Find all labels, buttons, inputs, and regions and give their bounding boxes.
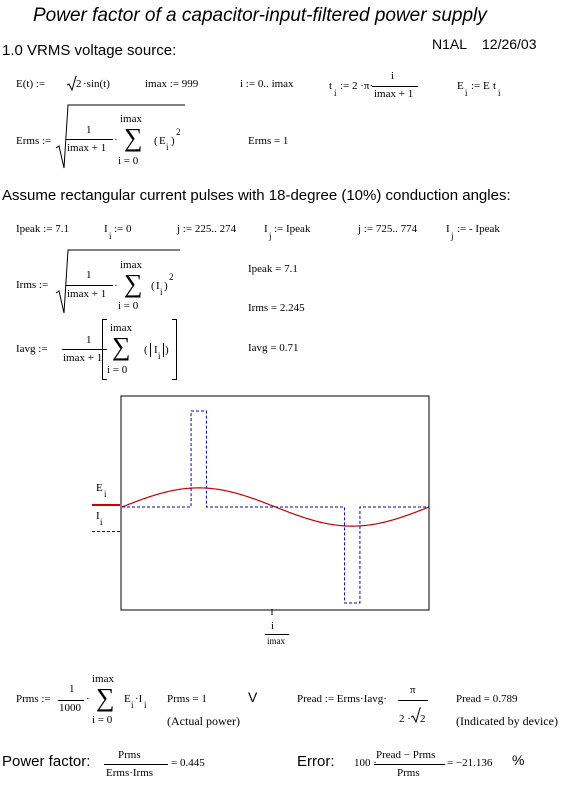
pread-lhs: Pread := Erms·Iavg· bbox=[297, 693, 387, 705]
prms-ei-sub: i bbox=[131, 700, 134, 710]
section-current-pulses: Assume rectangular current pulses with 18-degree (10%) conduction angles: bbox=[2, 187, 511, 204]
prms-lhs: Prms := bbox=[16, 693, 51, 705]
iavg-result: Iavg = 0.71 bbox=[248, 342, 299, 354]
j2-range: j := 725.. 774 bbox=[358, 223, 418, 235]
error-label: Error: bbox=[297, 753, 335, 770]
pread-den-a: 2 · bbox=[399, 713, 411, 725]
irms-frac-den: imax + 1 bbox=[67, 288, 107, 300]
pf-result: = 0.445 bbox=[171, 757, 205, 769]
t-mid: := 2 ·π· bbox=[340, 80, 374, 92]
ei-mid: := E bbox=[471, 80, 490, 92]
error-num: Pread − Prms bbox=[376, 749, 436, 761]
e-def-rhs: ·sin(t) bbox=[83, 78, 110, 90]
erms-square: 2 bbox=[176, 127, 181, 137]
erms-sum-bot: i = 0 bbox=[118, 155, 139, 167]
ij-minus-sub: j bbox=[451, 231, 454, 241]
erms-rparen: ) bbox=[171, 135, 175, 147]
ipeak-def: Ipeak := 7.1 bbox=[16, 223, 69, 235]
y-label-e: E bbox=[96, 482, 103, 494]
t-lhs: t bbox=[329, 80, 333, 92]
erms-result: Erms = 1 bbox=[248, 135, 289, 147]
error-frac-bar bbox=[374, 764, 445, 765]
i-range: i := 0.. imax bbox=[240, 78, 294, 90]
e-def-two: 2 bbox=[76, 78, 82, 90]
irms-square: 2 bbox=[169, 272, 174, 282]
ei-sub: i bbox=[465, 88, 468, 98]
erms-lparen: ( bbox=[154, 135, 158, 147]
iavg-frac-den: imax + 1 bbox=[63, 352, 103, 364]
ii-def: := 0 bbox=[114, 223, 132, 235]
pf-num: Prms bbox=[118, 749, 141, 761]
date: 12/26/03 bbox=[482, 36, 537, 52]
prms-sum-top: imax bbox=[92, 673, 114, 685]
x-label-den: imax bbox=[267, 636, 285, 646]
ei-lhs: E bbox=[457, 80, 464, 92]
waveform-plot bbox=[120, 395, 431, 615]
error-lhs: 100 · bbox=[354, 757, 377, 769]
prms-sigma: ∑ bbox=[96, 683, 115, 712]
erms-e-var: E bbox=[159, 135, 166, 147]
iavg-sum-top: imax bbox=[110, 322, 132, 334]
pread-pi: π bbox=[410, 684, 416, 696]
ij-plus-var: I bbox=[264, 223, 268, 235]
irms-sigma: ∑ bbox=[124, 269, 143, 298]
plot-frame bbox=[121, 396, 429, 610]
prms-frac-den: 1000 bbox=[59, 702, 81, 714]
iavg-rbracket bbox=[172, 319, 177, 380]
e-def-lhs: E(t) := bbox=[16, 78, 46, 90]
irms-i-sub: i bbox=[160, 287, 163, 297]
author: N1AL bbox=[432, 36, 468, 52]
t-sub: i bbox=[334, 88, 337, 98]
ei-t: t bbox=[493, 80, 497, 92]
ei-tsub: i bbox=[498, 88, 501, 98]
iavg-one: 1 bbox=[86, 334, 92, 346]
sqrt-sign bbox=[67, 76, 75, 90]
t-frac-num: i bbox=[391, 70, 395, 82]
y-label-i-sub: i bbox=[100, 517, 103, 527]
j1-range: j := 225.. 274 bbox=[177, 223, 237, 235]
prms-ii-sub: i bbox=[144, 700, 147, 710]
actual-power-note: (Actual power) bbox=[167, 714, 240, 728]
iavg-dot: · bbox=[99, 344, 103, 356]
iavg-rparen: ) bbox=[165, 344, 169, 356]
prms-one: 1 bbox=[69, 683, 75, 695]
ii-var: I bbox=[104, 223, 108, 235]
error-result: = −21.136 bbox=[447, 757, 493, 769]
pf-den: Erms·Irms bbox=[106, 767, 154, 779]
legend-i-line bbox=[92, 531, 120, 532]
erms-sigma: ∑ bbox=[124, 123, 143, 152]
ij-minus-var: I bbox=[446, 223, 450, 235]
erms-frac-den: imax + 1 bbox=[67, 142, 107, 154]
irms-one: 1 bbox=[86, 269, 92, 281]
iavg-abs-right bbox=[163, 343, 164, 357]
erms-e-sub: i bbox=[166, 142, 169, 152]
iavg-lparen: ( bbox=[144, 344, 148, 356]
pread-den-b: 2 bbox=[420, 713, 426, 725]
erms-one: 1 bbox=[86, 124, 92, 136]
irms-lhs: Irms := bbox=[16, 279, 49, 291]
iavg-sigma: ∑ bbox=[112, 332, 131, 361]
error-den: Prms bbox=[397, 767, 420, 779]
error-unit: % bbox=[512, 752, 525, 768]
irms-result: Irms = 2.245 bbox=[248, 302, 305, 314]
prms-unit: V bbox=[248, 689, 258, 705]
ij-plus-def: := Ipeak bbox=[274, 223, 311, 235]
iavg-abs-left bbox=[150, 343, 151, 357]
prms-sum-bot: i = 0 bbox=[92, 714, 113, 726]
erms-dot: · bbox=[114, 134, 118, 146]
prms-frac-bar bbox=[58, 700, 84, 701]
power-factor-label: Power factor: bbox=[2, 753, 91, 770]
iavg-i-sub: i bbox=[158, 351, 161, 361]
prms-ei: E bbox=[124, 693, 131, 705]
iavg-lhs: Iavg := bbox=[16, 343, 48, 355]
erms-sum-top: imax bbox=[120, 113, 142, 125]
erms-lhs: Erms := bbox=[16, 135, 52, 147]
irms-i-var: I bbox=[156, 280, 160, 292]
pread-frac-bar bbox=[398, 700, 428, 701]
irms-sum-top: imax bbox=[120, 259, 142, 271]
prms-ii: ·I bbox=[135, 693, 143, 705]
pread-result: Pread = 0.789 bbox=[456, 693, 518, 705]
ij-plus-sub: j bbox=[269, 231, 272, 241]
irms-lparen: ( bbox=[151, 280, 155, 292]
iavg-i-var: I bbox=[154, 344, 158, 356]
t-frac-den: imax + 1 bbox=[374, 88, 414, 100]
irms-sum-bot: i = 0 bbox=[118, 300, 139, 312]
iavg-sum-bot: i = 0 bbox=[107, 364, 128, 376]
t-frac-bar bbox=[372, 86, 418, 87]
prms-result: Prms = 1 bbox=[167, 693, 207, 705]
ii-sub: i bbox=[109, 231, 112, 241]
irms-frac-bar bbox=[66, 285, 113, 286]
ij-minus-def: := - Ipeak bbox=[457, 223, 500, 235]
x-label-num: i bbox=[271, 620, 275, 632]
erms-frac-bar bbox=[66, 139, 113, 140]
irms-rparen: ) bbox=[164, 280, 168, 292]
prms-dot: · bbox=[86, 693, 90, 705]
section-voltage-source: 1.0 VRMS voltage source: bbox=[2, 42, 177, 59]
y-label-e-sub: i bbox=[104, 489, 107, 499]
ipeak-result: Ipeak = 7.1 bbox=[248, 263, 298, 275]
indicated-note: (Indicated by device) bbox=[456, 714, 558, 728]
legend-e-line bbox=[92, 504, 120, 506]
imax-def: imax := 999 bbox=[145, 78, 199, 90]
page-title: Power factor of a capacitor-input-filtered power supply bbox=[33, 5, 487, 26]
y-label-i: I bbox=[96, 510, 100, 522]
pf-frac-bar bbox=[104, 764, 168, 765]
x-label-bar bbox=[265, 634, 289, 635]
irms-dot: · bbox=[114, 280, 118, 292]
